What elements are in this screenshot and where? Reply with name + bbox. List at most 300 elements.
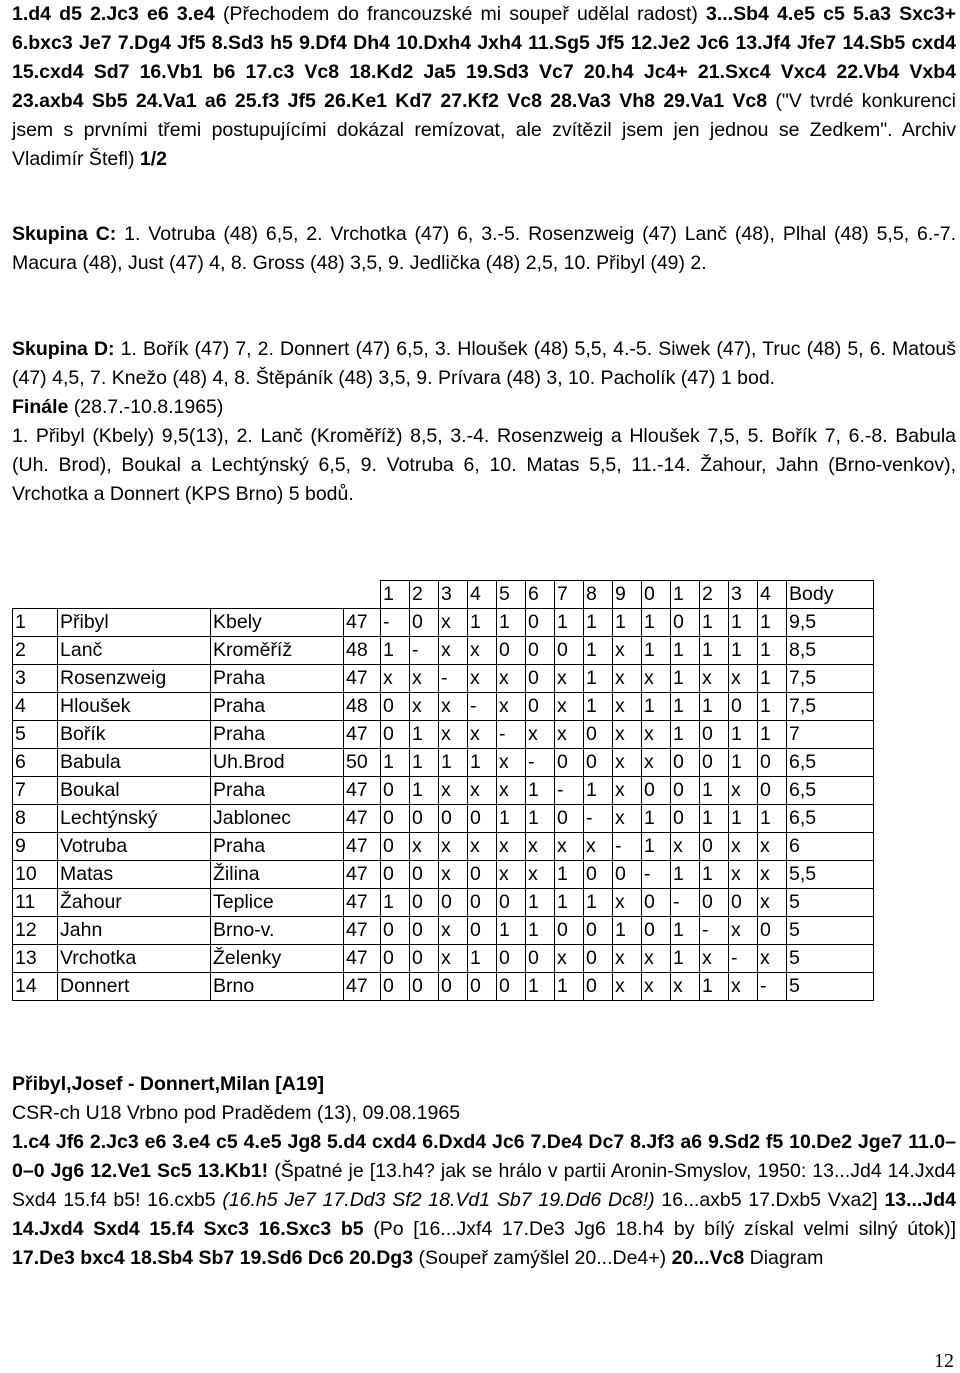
result-cell: 1 [555,609,584,637]
result-cell: 1 [642,833,671,861]
result-cell: - [584,805,613,833]
table-row [13,889,874,917]
points-cell: 6 [787,833,874,861]
rank-cell: 3 [13,665,58,693]
result-cell: x [497,693,526,721]
result-cell: 1 [642,805,671,833]
result-cell: 1 [584,609,613,637]
club-cell: Praha [211,721,344,749]
result-cell: x [439,693,468,721]
moves-segment: (Špatné je [13.h4? jak se hrálo v partii Aronin-Smyslov, 1950: 13...Jd4 14.Jxd4 Sxd4 15.f4 b5! 16.cxb5 [12,1160,957,1211]
result-cell: 0 [381,917,410,945]
result-cell: 0 [555,637,584,665]
result-cell: x [555,721,584,749]
group-c-text: 1. Votruba (48) 6,5, 2. Vrchotka (47) 6, 3.-5. Rosenzweig (47) Lanč (48), Plhal (48) 5,5, 6.-7. Macura (48), Just (47) 4, 8. Gross (48) 3,5, 9. Jedlička (48) 2,5, 10. Přibyl (49) 2. [12,223,956,274]
result-cell: 1 [758,609,787,637]
player-cell: Boukal [58,777,211,805]
club-cell: Kroměříž [211,637,344,665]
result-cell: x [613,889,642,917]
points-cell: 7,5 [787,665,874,693]
result-cell: x [729,861,758,889]
rank-cell: 12 [13,917,58,945]
result-cell: - [439,665,468,693]
result-cell: 1 [671,721,700,749]
result-cell: 0 [410,805,439,833]
result-cell: 0 [700,889,729,917]
player-cell: Vrchotka [58,945,211,973]
result-cell: - [729,945,758,973]
table-row [13,693,874,721]
birth-year-cell: 47 [344,945,381,973]
result-cell: - [758,973,787,1001]
player-cell: Žahour [58,889,211,917]
final-dates: (28.7.-10.8.1965) [68,396,224,418]
result-cell: 0 [758,917,787,945]
game-players: Přibyl,Josef - Donnert,Milan [A19] [12,1073,325,1095]
result-cell: 1 [671,665,700,693]
result-cell: 0 [584,721,613,749]
points-cell: 6,5 [787,777,874,805]
moves-segment: Diagram [744,1247,824,1269]
result-cell: 1 [381,637,410,665]
moves-segment: 20...Vc8 [671,1247,745,1269]
result-cell: 0 [497,637,526,665]
result-cell: 1 [468,945,497,973]
result-cell: x [671,973,700,1001]
points-cell: 7 [787,721,874,749]
result-cell: x [613,693,642,721]
moves-segment: 16...axb5 17.Dxb5 Vxa2] [654,1189,885,1211]
annotation-segment: 1.d4 d5 2.Jc3 e6 3.e4 [12,3,215,25]
result-cell: x [613,665,642,693]
result-cell: - [700,917,729,945]
club-cell: Želenky [211,945,344,973]
header-empty-cell [58,581,211,609]
header-round: 0 [642,581,671,609]
result-cell: 0 [381,945,410,973]
result-cell: 1 [671,861,700,889]
final-label: Finále [12,396,69,418]
points-cell: 5 [787,917,874,945]
result-cell: 0 [758,749,787,777]
header-empty-cell [344,581,381,609]
club-cell: Brno-v. [211,917,344,945]
rank-cell: 5 [13,721,58,749]
result-cell: x [497,833,526,861]
result-cell: x [729,777,758,805]
result-cell: 1 [584,693,613,721]
result-cell: - [642,861,671,889]
birth-year-cell: 47 [344,777,381,805]
moves-segment: 13...Jd4 14.Jxd4 Sxd4 15.f4 Sxc3 16.Sxc3 b5 [12,1189,956,1240]
result-cell: 0 [526,665,555,693]
birth-year-cell: 47 [344,973,381,1001]
result-cell: x [584,833,613,861]
result-cell: 0 [381,861,410,889]
points-cell: 5,5 [787,861,874,889]
result-cell: - [671,889,700,917]
result-cell: 0 [410,609,439,637]
result-cell: - [468,693,497,721]
result-cell: 1 [671,917,700,945]
player-cell: Přibyl [58,609,211,637]
result-cell: 0 [381,833,410,861]
player-cell: Babula [58,749,211,777]
result-cell: 1 [758,693,787,721]
result-cell: 0 [497,889,526,917]
result-cell: 1 [729,805,758,833]
result-cell: 1 [671,693,700,721]
moves-segment: 17.De3 bxc4 18.Sb4 Sb7 19.Sd6 Dc6 20.Dg3 [12,1247,414,1269]
result-cell: 0 [729,889,758,917]
result-cell: 1 [758,805,787,833]
result-cell: 1 [526,973,555,1001]
result-cell: x [555,945,584,973]
points-cell: 5 [787,973,874,1001]
points-cell: 6,5 [787,805,874,833]
table-row [13,917,874,945]
result-cell: x [613,777,642,805]
header-round: 6 [526,581,555,609]
birth-year-cell: 48 [344,637,381,665]
header-round: 2 [410,581,439,609]
result-cell: 0 [439,889,468,917]
result-cell: x [468,721,497,749]
result-cell: 1 [381,749,410,777]
result-cell: x [642,665,671,693]
result-cell: 0 [584,945,613,973]
result-cell: x [613,805,642,833]
result-cell: 1 [526,917,555,945]
header-round: 4 [758,581,787,609]
birth-year-cell: 48 [344,693,381,721]
result-cell: x [555,665,584,693]
points-cell: 5 [787,889,874,917]
club-cell: Praha [211,693,344,721]
result-cell: - [381,609,410,637]
result-cell: 0 [468,973,497,1001]
result-cell: x [555,833,584,861]
result-cell: x [758,945,787,973]
result-cell: 1 [758,637,787,665]
result-cell: 0 [526,637,555,665]
club-cell: Praha [211,665,344,693]
result-cell: 0 [584,917,613,945]
birth-year-cell: 47 [344,917,381,945]
result-cell: 0 [410,889,439,917]
header-round: 7 [555,581,584,609]
player-cell: Donnert [58,973,211,1001]
result-cell: x [555,693,584,721]
result-cell: 1 [729,609,758,637]
result-cell: 0 [410,861,439,889]
final-results: 1. Přibyl (Kbely) 9,5(13), 2. Lanč (Kroměříž) 8,5, 3.-4. Rosenzweig a Hloušek 7,5, 5. Bořík 7, 6.-8. Babula (Uh. Brod), Boukal a Lechtýnský 6,5, 9. Votruba 6, 10. Matas 5,5, 11.-14. Žahour, Jahn (Brno-venkov), Vrchotka a Donnert (KPS Brno) 5 bodů. [12,425,956,505]
result-cell: 0 [410,945,439,973]
result-cell: 1 [700,777,729,805]
rank-cell: 7 [13,777,58,805]
result-cell: x [468,833,497,861]
result-cell: 1 [526,777,555,805]
moves-segment: 1.c4 Jf6 2.Jc3 e6 3.e4 c5 4.e5 Jg8 5.d4 cxd4 6.Dxd4 Jc6 7.De4 Dc7 8.Jf3 a6 9.Sd2 f5 10.De2 Jge7 11.0–0–0 Jg6 12.Ve1 Sc5 13.Kb1! [12,1131,956,1182]
rank-cell: 1 [13,609,58,637]
result-cell: 1 [410,721,439,749]
player-cell: Matas [58,861,211,889]
club-cell: Teplice [211,889,344,917]
club-cell: Kbely [211,609,344,637]
header-empty-cell [211,581,344,609]
game-event: CSR-ch U18 Vrbno pod Pradědem (13), 09.08.1965 [12,1102,461,1124]
result-cell: x [700,945,729,973]
group-d-label: Skupina D: [12,338,115,360]
player-cell: Votruba [58,833,211,861]
header-round: 9 [613,581,642,609]
result-cell: 1 [758,665,787,693]
result-cell: 1 [700,973,729,1001]
result-cell: x [642,749,671,777]
result-cell: 0 [526,693,555,721]
header-round: 3 [439,581,468,609]
birth-year-cell: 47 [344,665,381,693]
result-cell: x [729,833,758,861]
result-cell: x [642,945,671,973]
player-cell: Jahn [58,917,211,945]
result-cell: x [439,861,468,889]
result-cell: 0 [584,861,613,889]
group-c-results [12,220,956,278]
club-cell: Uh.Brod [211,749,344,777]
result-cell: 1 [555,973,584,1001]
result-cell: x [381,665,410,693]
group-d-results [12,335,956,509]
result-cell: 1 [671,945,700,973]
moves-segment: (Po [16...Jxf4 17.De3 Jg6 18.h4 by bílý získal velmi silný útok)] [363,1218,956,1240]
rank-cell: 13 [13,945,58,973]
header-points: Body [787,581,874,609]
table-row [13,861,874,889]
result-cell: 1 [584,665,613,693]
result-cell: 0 [526,609,555,637]
result-cell: x [729,665,758,693]
result-cell: x [439,917,468,945]
result-cell: 0 [584,973,613,1001]
result-cell: x [497,861,526,889]
result-cell: 1 [729,721,758,749]
moves-segment: (Soupeř zamýšlel 20...De4+) [413,1247,672,1269]
result-cell: x [497,665,526,693]
header-empty-cell [13,581,58,609]
result-cell: x [468,665,497,693]
result-cell: x [613,945,642,973]
result-cell: 1 [613,917,642,945]
result-cell: 1 [671,637,700,665]
result-cell: 0 [700,833,729,861]
crosstable-header-row [13,581,874,609]
result-cell: 0 [497,973,526,1001]
result-cell: 1 [584,777,613,805]
header-round: 3 [729,581,758,609]
points-cell: 7,5 [787,693,874,721]
group-d-text: 1. Bořík (47) 7, 2. Donnert (47) 6,5, 3. Hloušek (48) 5,5, 4.-5. Siwek (47), Truc (48) 5, 6. Matouš (47) 4,5, 7. Knežo (48) 4, 8. Štěpáník (48) 3,5, 9. Prívara (48) 3, 10. Pacholík (47) 1 bod. [12,338,956,389]
result-cell: x [729,917,758,945]
rank-cell: 2 [13,637,58,665]
result-cell: x [671,833,700,861]
result-cell: 0 [555,917,584,945]
table-row [13,637,874,665]
result-cell: x [526,833,555,861]
result-cell: 0 [700,749,729,777]
result-cell: - [526,749,555,777]
result-cell: x [439,609,468,637]
birth-year-cell: 47 [344,805,381,833]
result-cell: x [758,889,787,917]
result-cell: 1 [729,749,758,777]
group-c-label: Skupina C: [12,223,117,245]
player-cell: Hloušek [58,693,211,721]
result-cell: x [439,833,468,861]
table-row [13,833,874,861]
result-cell: - [410,637,439,665]
result-cell: x [439,945,468,973]
birth-year-cell: 47 [344,721,381,749]
result-cell: 0 [729,693,758,721]
club-cell: Praha [211,833,344,861]
result-cell: x [526,721,555,749]
result-cell: 0 [410,917,439,945]
result-cell: 0 [642,889,671,917]
annotation-segment: ("V tvrdé konkurenci jsem s prvními třemi postupujícími dokázal remízovat, ale zvítězil jsem jen jednou se Zedkem". Archiv Vladimír Štefl) [12,90,957,170]
result-cell: 1 [410,777,439,805]
result-cell: 1 [584,889,613,917]
result-cell: 0 [613,861,642,889]
result-cell: 0 [468,889,497,917]
result-cell: 1 [700,693,729,721]
club-cell: Jablonec [211,805,344,833]
result-cell: x [468,777,497,805]
result-cell: 1 [613,609,642,637]
table-row [13,777,874,805]
result-cell: x [729,973,758,1001]
player-cell: Rosenzweig [58,665,211,693]
table-row [13,973,874,1001]
result-cell: x [758,861,787,889]
result-cell: 0 [555,805,584,833]
result-cell: 1 [468,749,497,777]
rank-cell: 9 [13,833,58,861]
birth-year-cell: 50 [344,749,381,777]
result-cell: 1 [555,889,584,917]
result-cell: x [497,777,526,805]
player-cell: Bořík [58,721,211,749]
result-cell: 0 [671,609,700,637]
result-cell: 1 [497,609,526,637]
rank-cell: 14 [13,973,58,1001]
result-cell: - [497,721,526,749]
result-cell: 0 [497,945,526,973]
result-cell: x [526,861,555,889]
rank-cell: 8 [13,805,58,833]
result-cell: x [439,637,468,665]
result-cell: x [410,693,439,721]
annotation-segment: 3...Sb4 4.e5 c5 5.a3 Sxc3+ 6.bxc3 Je7 7.Dg4 Jf5 8.Sd3 h5 9.Df4 Dh4 10.Dxh4 Jxh4 11.Sg5 Jf5 12.Je2 Jc6 13.Jf4 Jfe7 14.Sb5 cxd4 15.cxd4 Sd7 16.Vb1 b6 17.c3 Vc8 18.Kd2 Ja5 19.Sd3 Vc7 20.h4 Jc4+ 21.Sxc4 Vxc4 22.Vb4 Vxb4 23.axb4 Sb5 24.Va1 a6 25.f3 Jf5 26.Ke1 Kd7 27.Kf2 Vc8 28.Va3 Vh8 29.Va1 Vc8 [12,3,957,112]
result-cell: 0 [642,777,671,805]
page-number: 12 [934,1350,954,1372]
result-cell: 0 [439,973,468,1001]
result-cell: 0 [468,805,497,833]
result-cell: x [642,973,671,1001]
result-cell: 1 [642,609,671,637]
annotation-segment: 1/2 [139,148,167,170]
result-cell: 0 [671,805,700,833]
game-record [12,1070,956,1273]
table-row [13,609,874,637]
result-cell: 1 [468,609,497,637]
header-round: 8 [584,581,613,609]
result-cell: x [410,833,439,861]
result-cell: x [642,721,671,749]
result-cell: 1 [642,637,671,665]
result-cell: 1 [729,637,758,665]
header-round: 1 [671,581,700,609]
club-cell: Brno [211,973,344,1001]
result-cell: 0 [758,777,787,805]
result-cell: 0 [468,861,497,889]
player-cell: Lanč [58,637,211,665]
result-cell: 1 [410,749,439,777]
result-cell: 0 [439,805,468,833]
crosstable [12,580,874,1001]
table-row [13,805,874,833]
annotation-segment: (Přechodem do francouzské mi soupeř udělal radost) [214,3,707,25]
result-cell: 0 [671,749,700,777]
result-cell: 1 [381,889,410,917]
table-row [13,721,874,749]
result-cell: 1 [700,861,729,889]
result-cell: 1 [497,917,526,945]
header-round: 2 [700,581,729,609]
birth-year-cell: 47 [344,609,381,637]
result-cell: 1 [700,805,729,833]
club-cell: Praha [211,777,344,805]
header-round: 1 [381,581,410,609]
birth-year-cell: 47 [344,861,381,889]
result-cell: x [700,665,729,693]
result-cell: 1 [642,693,671,721]
table-row [13,945,874,973]
result-cell: 0 [410,973,439,1001]
result-cell: 1 [700,637,729,665]
points-cell: 9,5 [787,609,874,637]
player-cell: Lechtýnský [58,805,211,833]
result-cell: 1 [555,861,584,889]
moves-segment: (16.h5 Je7 17.Dd3 Sf2 18.Vd1 Sb7 19.Dd6 Dc8!) [222,1189,655,1211]
header-round: 5 [497,581,526,609]
result-cell: 0 [381,805,410,833]
birth-year-cell: 47 [344,833,381,861]
points-cell: 5 [787,945,874,973]
result-cell: 0 [526,945,555,973]
result-cell: 1 [526,889,555,917]
result-cell: 1 [497,805,526,833]
game-moves [12,1128,956,1273]
result-cell: 1 [758,721,787,749]
game-annotation-paragraph [12,0,956,174]
result-cell: x [468,637,497,665]
result-cell: 0 [584,749,613,777]
result-cell: - [555,777,584,805]
result-cell: 1 [526,805,555,833]
result-cell: 1 [439,749,468,777]
birth-year-cell: 47 [344,889,381,917]
